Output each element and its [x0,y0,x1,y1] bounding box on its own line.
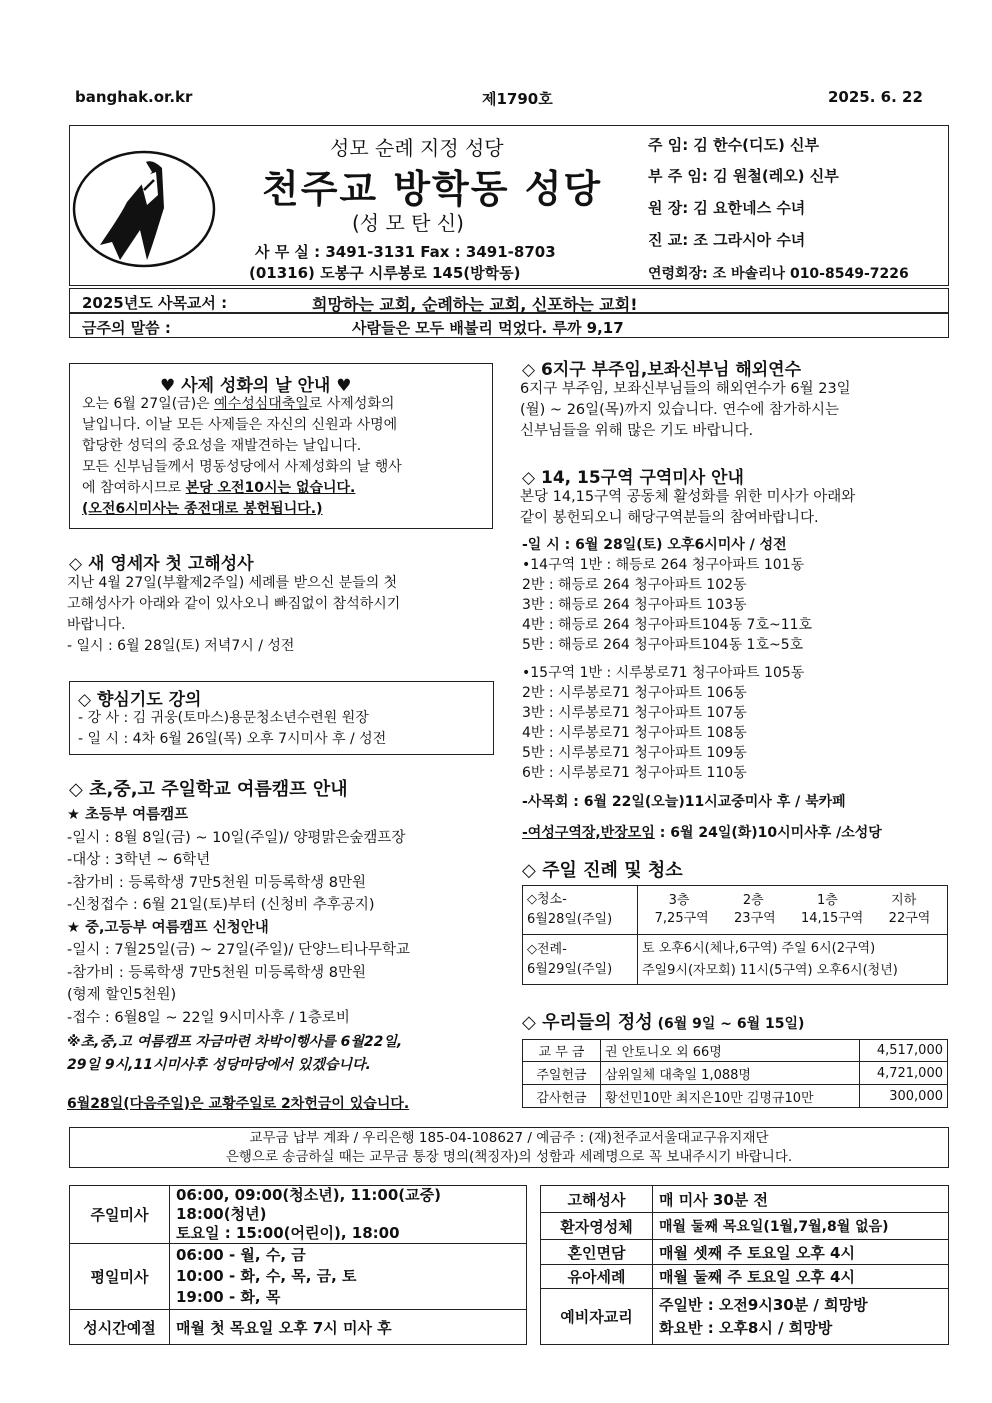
masthead-subtitle: 성모 순례 지정 성당 [330,136,504,160]
motto-row: 2025년도 사목교서 : 희망하는 교회, 순례하는 교회, 신포하는 교회! [69,288,949,313]
offering-table: 교 무 금 권 안토니오 외 66명 4,517,000 주일헌금 삼위일체 대축일 1,088명 4,721,000 감사헌금 황선민10만 최지은10만 김명규10만 300,000 [522,1039,948,1108]
lecture-text: - 강 사 : 김 귀웅(토마스)용문청소년수련원 원장 - 일 시 : 4차 6월 26일(목) 오후 7시미사 후 / 성전 [78,710,387,747]
district-mass-title: ◇ 14, 15구역 구역미사 안내 [522,468,744,488]
office-phone: 사 무 실 : 3491-3131 Fax : 3491-8703 [255,243,556,261]
offering-title: ◇ 우리들의 정성 (6월 9일 ~ 6월 15일) [522,1012,805,1033]
district-14-list: •14구역 1반 : 해등로 264 청구아파트 101동 2반 : 해등로 264 청구아파트 102동 3반 : 해등로 264 청구아파트 103동 4반 : 해등로 264 청구아파트104동 7호~11호 5반 : 해등로 264 청구아파트104동 1호~5호 [522,557,813,653]
site-url: banghak.or.kr [75,88,193,106]
issue-number: 제1790호 [482,90,553,108]
lecture-title: ◇ 향심기도 강의 [78,690,202,710]
masthead-title: 천주교 방학동 성당 [262,167,603,211]
district-mass-text: 본당 14,15구역 공동체 활성화를 위한 미사가 아래와 같이 봉헌되오니 해당구역분들의 참여바랍니다. [520,489,856,526]
camp-text: ★ 초등부 여름캠프 -일시 : 8월 8일(금) ~ 10일(주일)/ 양평맑은숲캠프장 -대상 : 3학년 ~ 6학년 -참가비 : 등록학생 7만5천원 미등록학생 8만원 -신청접수 : 6월 21일(토)부터 (신청비 추후공지) ★ 중,고등부 여름캠프 신청안내 -일시 : 7월25일(금) ~ 27일(주일)/ 단양느티나무학교 -참가비 : 등록학생 7만5천원 미등록학생 8만원 (형제 할인5천원) -접수 : 6월8일 ~ 22일 9시미사후 / 1층로비 [67,807,411,1026]
cleaning-title: ◇ 주일 진례 및 청소 [522,860,683,881]
district-15-list: •15구역 1반 : 시루봉로71 청구아파트 105동 2반 : 시루봉로71 청구아파트 106동 3반 : 시루봉로71 청구아파트 107동 4반 : 시루봉로71 청구아파트 108동 5반 : 시루봉로71 청구아파트 109동 6반 : 시루봉로71 청구아파트 110동 [522,665,805,781]
address: (01316) 도봉구 시루봉로 145(방학동) [249,264,521,282]
district-mass-date: -일 시 : 6월 28일(토) 오후6시미사 / 성전 [522,537,787,553]
sacraments-table: 고해성사 매 미사 30분 전 환자영성체 매월 둘째 목요일(1월,7월,8월 없음) 혼인면담 매월 셋째 주 토요일 오후 4시 유아세례 매월 둘째 주 토요일 오후 4시 예비자교리 주일반 : 오전9시30분 / 희망방 화요반 : 오후8시 / 희망방 [540,1185,949,1345]
cleaning-table: ◇청소- 6월28일(주일) 3층 2층 1층 지하 7,25구역 23구역 14,15구역 22구역 ◇전례- 6월29일(주일) 토 오후6시(체나,6구역) 주일 6시(2구역) 주일9시(자모회) 11시(5구역) 오후6시(청년) [522,885,948,985]
camp-title: ◇ 초,중,고 주일학교 여름캠프 안내 [69,779,348,800]
staff-pastor: 주 임: 김 한수(디도) 신부 [648,136,820,154]
staff-assistant: 부 주 임: 김 원철(레오) 신부 [648,167,839,185]
overseas-title: ◇ 6지구 부주임,보좌신부님 해외연수 [522,360,802,380]
parish-logo [72,150,217,268]
staff-sister: 진 교: 조 그라시아 수녀 [648,231,806,249]
priest-day-title: ♥ 사제 성화의 날 안내 ♥ [160,376,352,396]
bank-notice: 교무금 납부 계좌 / 우리은행 185-04-108627 / 예금주 : (재)천주교서울대교구유지재단 은행으로 송금하실 때는 교무금 통장 명의(책징자)의 성함과 세례명으로 꼭 보내주시기 바랍니다. [69,1127,949,1168]
staff-superior: 원 장: 김 요한네스 수녀 [648,199,806,217]
patron: (성 모 탄 신) [352,211,464,235]
word-row: 금주의 말씀 : 사람들은 모두 배불리 먹었다. 루까 9,17 [69,313,949,338]
staff-funeral: 연령회장: 조 바솔리나 010-8549-7226 [648,266,909,282]
council-meeting: -사목회 : 6월 22일(오늘)11시교중미사 후 / 북카페 [522,794,846,810]
camp-note: ※초,중,고 여름캠프 자금마련 차박이행사를 6월22일, 29일 9시,11시미사후 성당마당에서 있겠습니다. [67,1034,403,1073]
confession-text: 지난 4월 27일(부활제2주일) 세례를 받으신 분들의 첫 고해성사가 아래와 같이 있사오니 빠짐없이 참석하시기 바랍니다. - 일시 : 6월 28일(토) 저녁7시 / 성전 [67,575,401,654]
mass-schedule-table: 주일미사 06:00, 09:00(청소년), 11:00(교중) 18:00(청년) 토요일 : 15:00(어린이), 18:00 평일미사 06:00 - 월, 수, 금 10:00 - 화, 수, 목, 금, 토 19:00 - 화, 목 성시간예절 매월 첫 목요일 오후 7시 미사 후 [69,1185,527,1345]
overseas-text: 6지구 부주임, 보좌신부님들의 해외연수가 6월 23일 (월) ~ 26일(목)까지 있습니다. 연수에 참가하시는 신부님들을 위해 많은 기도 바랍니다. [520,381,851,439]
issue-date: 2025. 6. 22 [828,88,923,106]
second-collection: 6월28일(다음주일)은 교황주일로 2차헌금이 있습니다. [67,1096,410,1112]
confession-title: ◇ 새 영세자 첫 고해성사 [69,554,254,574]
women-meeting: -여성구역장,반장모임 : 6월 24일(화)10시미사후 /소성당 [522,825,882,841]
priest-day-text: 오는 6월 27일(금)은 예수성심대축일로 사제성화의 날입니다. 이날 모든 사제들은 자신의 신원과 사명에 합당한 성덕의 중요성을 재발견하는 날입니다. 모든 신부님들께서 명동성당에서 사제성화의 날 행사 에 참여하시므로 본당 오전10시는 없습니다. (오전6시미사는 종전대로 봉헌됩니다.) [82,396,402,517]
